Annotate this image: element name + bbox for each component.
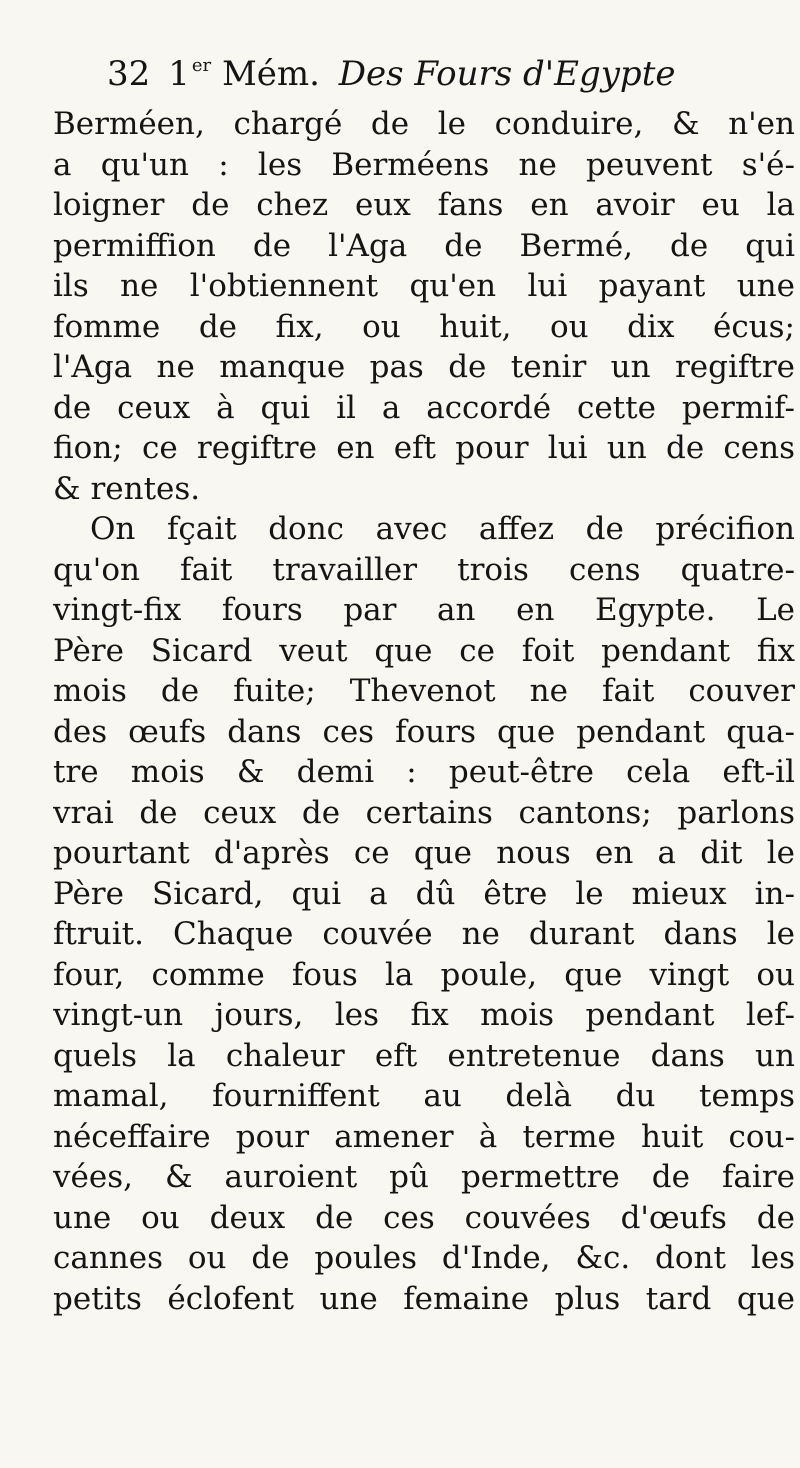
text-line: quels la chaleur eft entretenue dans un xyxy=(53,1037,795,1074)
text-line: fomme de fix, ou huit, ou dix écus; xyxy=(53,308,795,345)
text-line: Père Sicard veut que ce foit pendant fix xyxy=(53,632,795,669)
text-line: permiffion de l'Aga de Bermé, de qui xyxy=(53,227,795,264)
text-line: l'Aga ne manque pas de tenir un regiftre xyxy=(53,349,795,385)
page-number: 32 xyxy=(107,54,151,94)
text-line: vingt-un jours, les fix mois pendant lef- xyxy=(53,997,795,1033)
memoir-abbrev: Mém. xyxy=(221,54,320,94)
memoir-label xyxy=(168,38,320,102)
running-header xyxy=(107,38,676,94)
text-line: cannes ou de poules d'Inde, &c. dont les xyxy=(53,1240,795,1276)
text-line: mois de fuite; Thevenot ne fait couver xyxy=(53,673,795,709)
text-line: four, comme fous la poule, que vingt ou xyxy=(53,956,795,993)
text-line: fion; ce regiftre en eft pour lui un de cens xyxy=(53,430,795,466)
text-line: pourtant d'après ce que nous en a dit le xyxy=(53,835,795,871)
text-line: vrai de ceux de certains cantons; parlons xyxy=(53,794,795,831)
body-text xyxy=(53,104,795,1319)
text-line: On fçait donc avec affez de précifion xyxy=(90,511,795,547)
text-line: a qu'un : les Berméens ne peuvent s'é- xyxy=(53,146,795,183)
text-line: ils ne l'obtiennent qu'en lui payant une xyxy=(53,268,795,304)
text-line: des œufs dans ces fours que pendant qua- xyxy=(53,713,795,750)
text-line: de ceux à qui il a accordé cette permif- xyxy=(53,389,795,426)
text-line: néceffaire pour amener à terme huit cou- xyxy=(53,1118,795,1155)
text-line: une ou deux de ces couvées d'œufs de xyxy=(53,1199,795,1236)
text-line: petits éclofent une femaine plus tard que xyxy=(53,1280,795,1317)
text-line: Père Sicard, qui a dû être le mieux in- xyxy=(53,875,795,912)
text-line: & rentes. xyxy=(53,470,201,507)
text-line: qu'on fait travailler trois cens quatre- xyxy=(53,551,795,588)
memoir-number: 1 xyxy=(168,54,190,94)
running-title: Des Fours d'Egypte xyxy=(338,54,676,94)
text-line: vées, & auroient pû permettre de faire xyxy=(53,1159,795,1195)
memoir-superscript: er xyxy=(191,55,212,76)
text-line: ftruit. Chaque couvée ne durant dans le xyxy=(53,916,795,952)
text-line: tre mois & demi : peut-être cela eft-il xyxy=(53,754,795,790)
text-line: Berméen, chargé de le conduire, & n'en xyxy=(53,106,795,142)
text-line: vingt-fix fours par an en Egypte. Le xyxy=(53,592,795,628)
text-line: loigner de chez eux fans en avoir eu la xyxy=(53,187,795,223)
text-line: mamal, fourniffent au delà du temps xyxy=(53,1078,795,1114)
